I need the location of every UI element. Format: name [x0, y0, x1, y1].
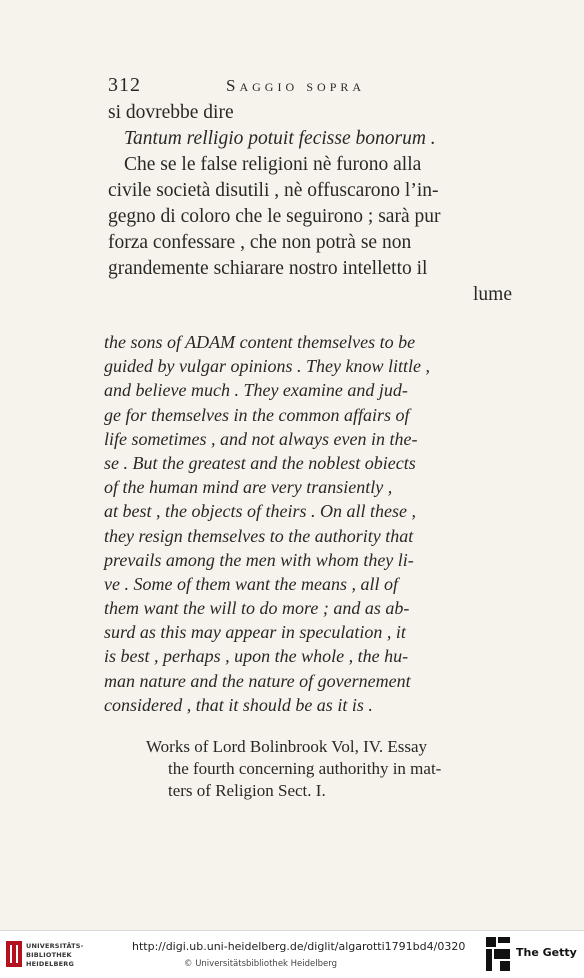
quote-line: considered , that it should be as it is .: [104, 694, 373, 715]
text-line: forza confessare , che non potrà se non: [108, 232, 412, 253]
library-logo-icon: [6, 941, 22, 967]
copyright-notice: © Universitätsbibliothek Heidelberg: [184, 959, 338, 969]
citation-line: Works of Lord Bolinbrook Vol, IV. Essay: [146, 737, 428, 756]
latin-quote-line: Tantum relligio potuit fecisse bonorum .: [124, 128, 436, 149]
logo-text-line: UNIVERSITÄTS-: [26, 942, 84, 950]
text-line: Che se le false religioni nè furono alla: [124, 154, 422, 175]
quote-line: is best , perhaps , upon the whole , the hu-: [104, 646, 409, 667]
quote-line: ve . Some of them want the means , all of: [104, 573, 398, 594]
quote-line: them want the will to do more ; and as ab-: [104, 598, 410, 619]
citation-line: the fourth concerning authorithy in mat-: [168, 759, 442, 778]
citation-block: [146, 736, 526, 802]
quote-line: the sons of ADAM content themselves to be: [104, 332, 416, 352]
quote-line: they resign themselves to the authority that: [104, 525, 414, 546]
page-number: 312: [108, 74, 141, 96]
quote-line: prevails among the men with whom they li-: [104, 549, 414, 570]
citation-line: ters of Religion Sect. I.: [168, 781, 326, 800]
university-library-logo[interactable]: [6, 939, 90, 973]
permalink[interactable]: http://digi.ub.uni-heidelberg.de/diglit/algarotti1791bd4/0320: [132, 940, 466, 953]
logo-text-line: HEIDELBERG: [26, 960, 75, 968]
logo-text-line: BIBLIOTHEK: [26, 951, 72, 959]
page-header: [108, 74, 508, 100]
quote-line: of the human mind are very transiently ,: [104, 477, 393, 498]
italian-text-block: [108, 100, 518, 308]
quote-line: man nature and the nature of governement: [104, 670, 411, 691]
quote-line: se . But the greatest and the noblest obiects: [104, 452, 416, 473]
quote-line: life sometimes , and not always even in the-: [104, 428, 418, 449]
running-head: Saggio sopra: [226, 76, 366, 95]
quote-line: guided by vulgar opinions . They know little ,: [104, 356, 430, 377]
getty-logo-icon[interactable]: [486, 937, 510, 971]
catchword: lume: [473, 284, 512, 305]
text-line: civile società disutili , nè offuscarono l’in-: [108, 180, 439, 201]
text-line: grandemente schiarare nostro intelletto il: [108, 258, 428, 279]
quote-line: at best , the objects of theirs . On all these ,: [104, 501, 416, 522]
english-quote-block: [104, 330, 518, 717]
text-line: gegno di coloro che le seguirono ; sarà pur: [108, 206, 441, 227]
quote-line: surd as this may appear in speculation , it: [104, 622, 406, 643]
text-line: si dovrebbe dire: [108, 102, 234, 123]
quote-line: and believe much . They examine and jud-: [104, 380, 408, 401]
viewer-footer: [0, 930, 584, 978]
quote-line: ge for themselves in the common affairs of: [104, 404, 410, 425]
partner-name: The Getty: [516, 946, 577, 959]
